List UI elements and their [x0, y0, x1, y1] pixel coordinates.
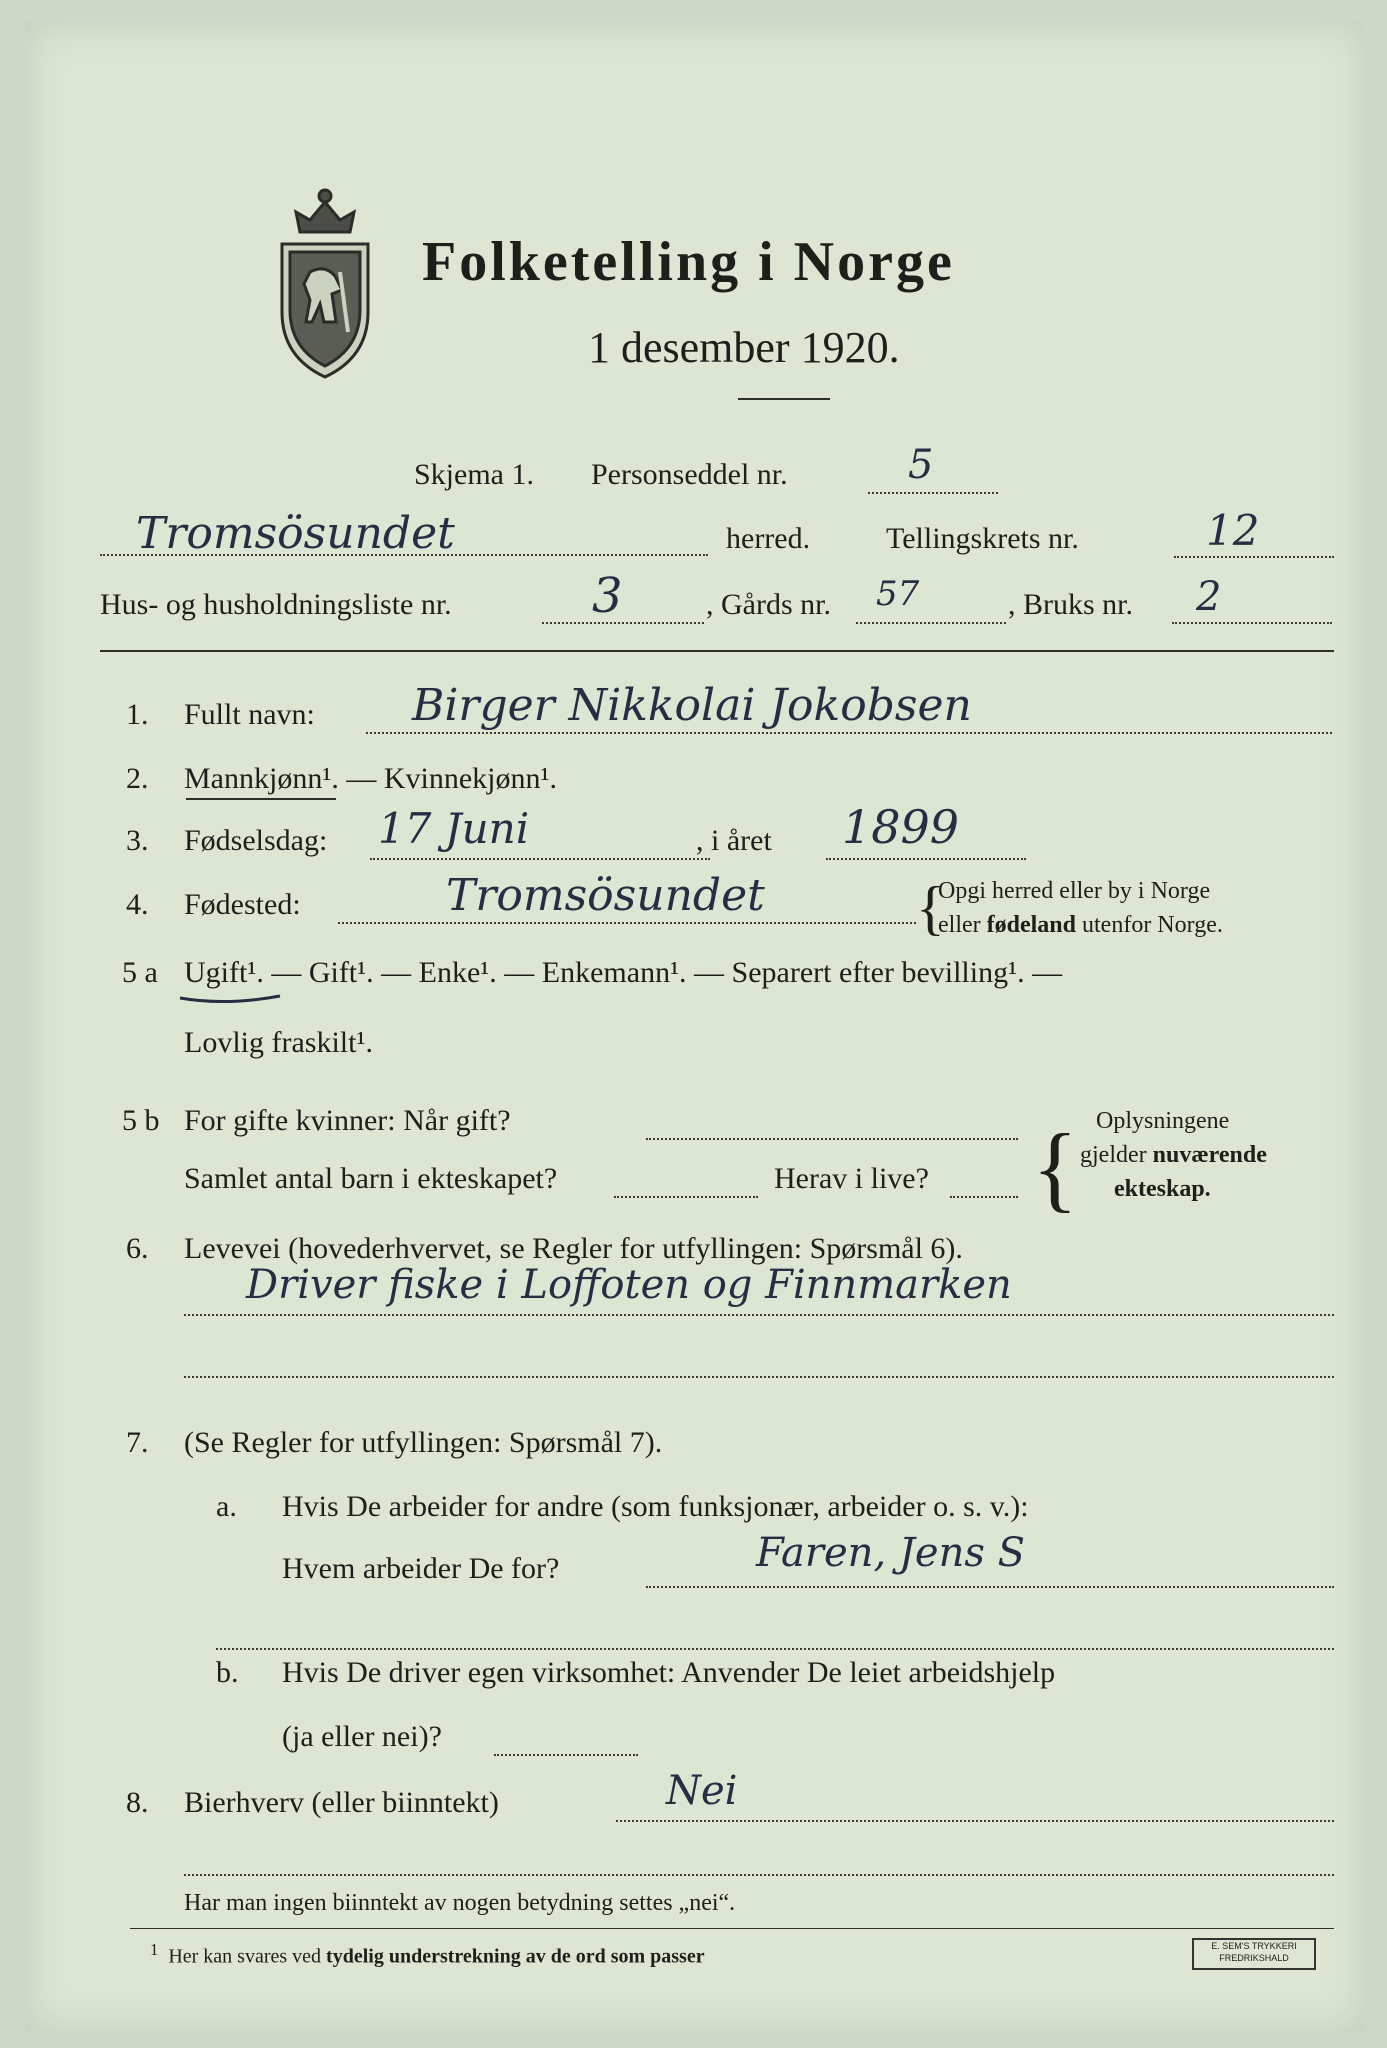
occupation-value: Driver fiske i Loffoten og Finnmarken — [246, 1262, 1012, 1308]
census-date: 1 desember 1920. — [588, 323, 900, 372]
husliste-value: 3 — [592, 568, 623, 624]
gards-line — [856, 622, 1006, 624]
footnote: $^1$ Her kan svares ved tydelig understrekning av de ord som passer — [150, 1940, 705, 1968]
q8-note: Har man ingen biinntekt av nogen betydning settes „nei“. — [184, 1890, 736, 1916]
q4-brace: { — [916, 875, 945, 941]
gender-underline — [186, 798, 336, 800]
q5b-note-line2: gjelder nuværende — [1080, 1142, 1267, 1168]
header-divider — [100, 650, 1334, 652]
q3-number: 3. — [126, 824, 149, 857]
q6-number: 6. — [126, 1232, 149, 1265]
marital-status-options: Ugift¹. — Gift¹. — Enke¹. — Enkemann¹. — Separert efter bevilling¹. — — [184, 956, 1063, 989]
personseddel-label: Personseddel nr. — [591, 458, 788, 491]
herred-value: Tromsösundet — [136, 508, 455, 559]
q1-label: Fullt navn: — [184, 698, 315, 731]
footer-divider — [130, 1928, 1334, 1929]
tellingskrets-label: Tellingskrets nr. — [886, 522, 1079, 555]
q8-number: 8. — [126, 1786, 149, 1819]
bruks-value: 2 — [1196, 574, 1222, 620]
gender-options: Mannkjønn¹. — Kvinnekjønn¹. — [184, 762, 557, 795]
q7b-label: Hvis De driver egen virksomhet: Anvender De leiet arbeidshjelp — [282, 1656, 1056, 1689]
skjema-label: Skjema 1. — [414, 458, 534, 491]
year-label: , i året — [696, 824, 772, 857]
q5b-number: 5 b — [122, 1104, 160, 1137]
hired-help-line — [494, 1754, 638, 1756]
q7-label: (Se Regler for utfyllingen: Spørsmål 7). — [184, 1426, 663, 1459]
employer-line — [646, 1586, 1334, 1588]
bruks-line — [1172, 622, 1332, 624]
children-total-line — [614, 1196, 758, 1198]
q4-label: Fødested: — [184, 888, 301, 921]
side-income-line2 — [184, 1874, 1334, 1876]
q5b-note-line3: ekteskap. — [1114, 1176, 1211, 1202]
husliste-line — [542, 622, 704, 624]
personseddel-value: 5 — [908, 442, 934, 488]
personseddel-line — [868, 492, 998, 494]
q7b-letter: b. — [216, 1656, 239, 1689]
birthday-line — [370, 858, 710, 860]
side-income-line — [616, 1820, 1334, 1822]
q5b-brace: { — [1032, 1114, 1079, 1221]
bruks-label: , Bruks nr. — [1008, 588, 1134, 621]
q5b-children-total: Samlet antal barn i ekteskapet? — [184, 1162, 558, 1195]
birthplace-line — [338, 922, 916, 924]
occupation-line1 — [184, 1314, 1334, 1316]
printer-stamp: E. SEM'S TRYKKERI FREDRIKSHALD — [1192, 1938, 1316, 1970]
ugift-underline — [176, 992, 286, 1006]
q6-label: Levevei (hovederhvervet, se Regler for utfyllingen: Spørsmål 6). — [184, 1232, 963, 1265]
q7b-label-line2: (ja eller nei)? — [282, 1720, 442, 1753]
q5b-note-line1: Oplysningene — [1096, 1108, 1230, 1134]
gards-value: 57 — [876, 574, 920, 614]
birth-year-value: 1899 — [842, 800, 960, 854]
children-alive-line — [950, 1196, 1018, 1198]
herred-label: herred. — [726, 522, 811, 555]
q1-line — [366, 732, 1332, 734]
q5a-number: 5 a — [122, 956, 158, 989]
norway-coat-of-arms-icon — [270, 172, 380, 382]
q5b-married-when: For gifte kvinner: Når gift? — [184, 1104, 511, 1137]
q4-note-line2: eller fødeland utenfor Norge. — [938, 912, 1223, 938]
q1-number: 1. — [126, 698, 149, 731]
title-divider — [738, 398, 830, 400]
q7a-employer-label: Hvem arbeider De for? — [282, 1552, 560, 1585]
q4-note-line1: Opgi herred eller by i Norge — [938, 878, 1211, 904]
q5b-children-alive: Herav i live? — [774, 1162, 929, 1195]
tellingskrets-value: 12 — [1206, 506, 1260, 555]
married-when-line — [646, 1138, 1018, 1140]
employer-value: Faren, Jens S — [756, 1530, 1025, 1576]
full-name-value: Birger Nikkolai Jokobsen — [412, 680, 972, 731]
husliste-label: Hus- og husholdningsliste nr. — [100, 588, 452, 621]
q2-number: 2. — [126, 762, 149, 795]
birthplace-value: Tromsösundet — [446, 870, 765, 921]
marital-status-options-line2: Lovlig fraskilt¹. — [184, 1026, 373, 1059]
q7-number: 7. — [126, 1426, 149, 1459]
occupation-line2 — [184, 1376, 1334, 1378]
q7a-label: Hvis De arbeider for andre (som funksjonær, arbeider o. s. v.): — [282, 1490, 1029, 1523]
birthday-value: 17 Juni — [378, 804, 530, 853]
tellingskrets-line — [1174, 556, 1334, 558]
q8-label: Bierhverv (eller biinntekt) — [184, 1786, 499, 1819]
side-income-value: Nei — [666, 1768, 738, 1814]
form-title: Folketelling i Norge — [422, 231, 955, 293]
q3-label: Fødselsdag: — [184, 824, 328, 857]
employer-line2 — [216, 1648, 1334, 1650]
birth-year-line — [826, 858, 1026, 860]
q4-number: 4. — [126, 888, 149, 921]
q7a-letter: a. — [216, 1490, 237, 1523]
gards-label: , Gårds nr. — [706, 588, 831, 621]
census-form — [26, 22, 1364, 2032]
